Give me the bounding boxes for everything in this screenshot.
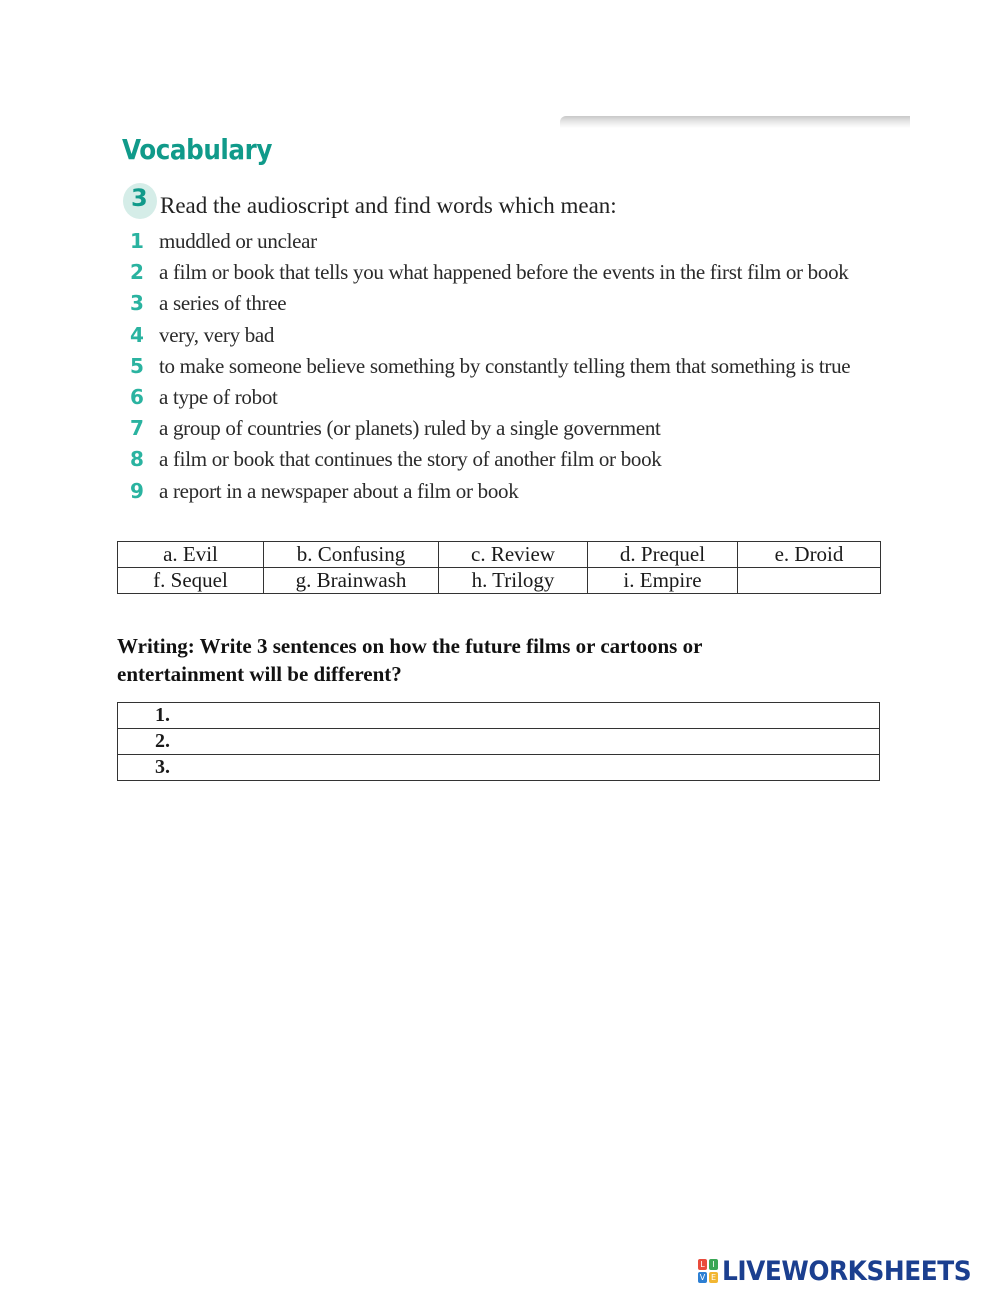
definition-text: to make someone believe something by constantly telling them that something is true: [159, 353, 851, 378]
answer-row[interactable]: [118, 729, 880, 755]
definition-text: muddled or unclear: [159, 229, 317, 253]
logo-block: E: [710, 1273, 717, 1282]
definition-text: a group of countries (or planets) ruled by a single government: [159, 416, 661, 441]
word-bank-cell: f. Sequel: [118, 568, 264, 594]
definition-number: 4: [130, 322, 144, 347]
answer-line-2[interactable]: 2.: [118, 729, 880, 755]
exercise-instruction: Read the audioscript and find words which mean:: [160, 193, 617, 218]
definition-text: a type of robot: [159, 384, 278, 409]
logo-block: L: [698, 1259, 707, 1270]
word-bank-cell: d. Prequel: [588, 542, 738, 568]
word-bank-row: [118, 542, 881, 568]
word-bank-cell: [738, 568, 881, 594]
exercise-number: 3: [131, 184, 148, 212]
section-heading: Vocabulary: [122, 133, 272, 166]
definition-number: 5: [130, 353, 144, 378]
word-bank-cell: g. Brainwash: [264, 568, 439, 594]
word-bank-row: [118, 568, 881, 594]
definition-number: 6: [130, 384, 144, 409]
answer-row[interactable]: [118, 703, 880, 729]
logo-blocks-icon: [698, 1259, 718, 1283]
word-bank-cell: i. Empire: [588, 568, 738, 594]
definition-number: 8: [130, 447, 144, 472]
definition-number: 9: [130, 478, 144, 503]
definition-text: a report in a newspaper about a film or book: [159, 478, 519, 503]
logo-block: I: [709, 1259, 718, 1270]
writing-question: Writing: Write 3 sentences on how the future films or cartoons or entertainment will be different?: [117, 634, 703, 686]
definition-number: 3: [130, 291, 144, 316]
definition-text: a film or book that tells you what happened before the events in the first film or book: [159, 260, 849, 285]
definition-text: very, very bad: [159, 322, 275, 347]
answer-line-3[interactable]: 3.: [118, 755, 880, 781]
logo-block: V: [699, 1273, 706, 1282]
answer-line-1[interactable]: 1.: [118, 703, 880, 729]
liveworksheets-logo: [698, 1256, 993, 1286]
definition-text: a film or book that continues the story of another film or book: [159, 447, 662, 472]
word-bank-cell: a. Evil: [118, 542, 264, 568]
answer-table: [117, 702, 880, 781]
word-bank-cell: e. Droid: [738, 542, 881, 568]
logo-text: LIVEWORKSHEETS: [722, 1255, 972, 1287]
page-edge-shadow: [560, 116, 910, 128]
answer-row[interactable]: [118, 755, 880, 781]
word-bank-cell: b. Confusing: [264, 542, 439, 568]
definition-text: a series of three: [159, 291, 287, 316]
word-bank-cell: c. Review: [439, 542, 588, 568]
definition-number: 7: [130, 416, 144, 441]
definition-number: 1: [130, 229, 144, 253]
word-bank-table: [117, 541, 881, 594]
word-bank-cell: h. Trilogy: [439, 568, 588, 594]
definition-number: 2: [130, 260, 144, 285]
